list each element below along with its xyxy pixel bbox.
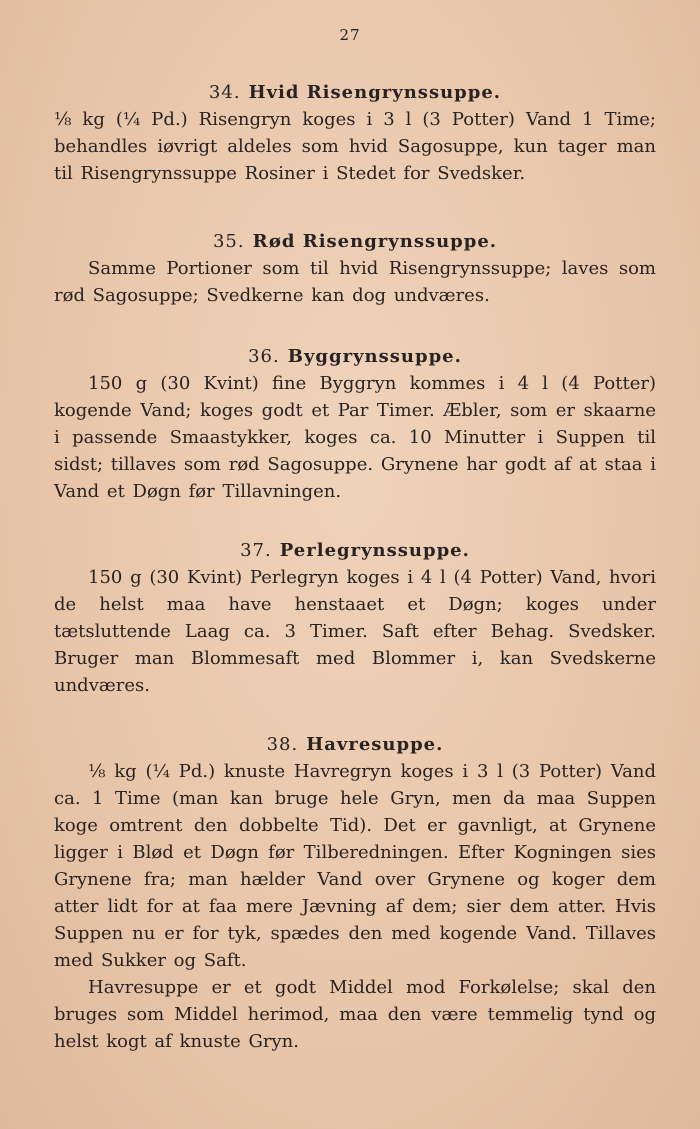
recipe-paragraph: ⅛ kg (¼ Pd.) Risengryn koges i 3 l (3 Potter) Vand 1 Time; behandles iøvrigt aldeles som hvid Sagosuppe, kun tager man til Risengrynssuppe Rosiner i Stedet for Svedsker. — [54, 109, 656, 184]
recipe-title — [54, 732, 656, 758]
recipe-number: 37. — [240, 540, 272, 561]
recipe-number: 38. — [266, 734, 299, 755]
page-number: 27 — [339, 26, 361, 44]
recipe-37 — [54, 538, 656, 699]
recipe-number: 36. — [248, 346, 280, 367]
recipe-paragraph: 150 g (30 Kvint) Perlegryn koges i 4 l (4 Potter) Vand, hvori de helst maa have henstaaet et Døgn; koges under tætsluttende Laag ca. 3 Timer. Saft efter Behag. Svedsker. Bruger man Blommesaft med Blommer i, kan Svedskerne undværes. — [54, 567, 656, 696]
recipe-title-text: Byggrynssuppe. — [287, 346, 462, 367]
recipe-title-text: Hvid Risengrynssuppe. — [248, 82, 502, 103]
recipe-number: 35. — [212, 231, 245, 252]
recipe-title — [54, 344, 656, 370]
recipe-paragraph: Samme Portioner som til hvid Risengrynssuppe; laves som rød Sagosuppe; Svedkerne kan dog undværes. — [54, 258, 656, 306]
recipe-paragraph: ⅛ kg (¼ Pd.) knuste Havregryn koges i 3 l (3 Potter) Vand ca. 1 Time (man kan bruge hele Gryn, men da maa Suppen koge omtrent den dobbelte Tid). Det er gavnligt, at Grynene ligger i Blød et Døgn før Tilberedningen. Efter Kogningen sies Grynene fra; man hælder Vand over Grynene og koger dem atter lidt for at faa mere Jævning af dem; sier dem atter. Hvis Suppen nu er for tyk, spædes den med kogende Vand. Tillaves med Sukker og Saft. — [54, 761, 656, 971]
recipe-34 — [54, 80, 656, 187]
recipe-38 — [54, 732, 656, 1055]
recipe-36 — [54, 344, 656, 505]
recipe-title-text: Rød Risengrynssuppe. — [252, 231, 498, 252]
recipe-title — [54, 538, 656, 564]
recipe-title-text: Havresuppe. — [306, 734, 444, 755]
recipe-title — [54, 229, 656, 255]
recipe-number: 34. — [208, 82, 241, 103]
recipe-35 — [54, 229, 656, 309]
recipe-title-text: Perlegrynssuppe. — [279, 540, 470, 561]
recipe-paragraph: 150 g (30 Kvint) fine Byggryn kommes i 4 l (4 Potter) kogende Vand; koges godt et Par Timer. Æbler, som er skaarne i passende Smaastykker, koges ca. 10 Minutter i Suppen til sidst; tillaves som rød Sagosuppe. Grynene har godt af at staa i Vand et Døgn før Tillavningen. — [54, 373, 656, 502]
recipe-title — [54, 80, 656, 106]
recipe-paragraph: Havresuppe er et godt Middel mod Forkølelse; skal den bruges som Middel herimod, maa den være temmelig tynd og helst kogt af knuste Gryn. — [54, 977, 656, 1052]
